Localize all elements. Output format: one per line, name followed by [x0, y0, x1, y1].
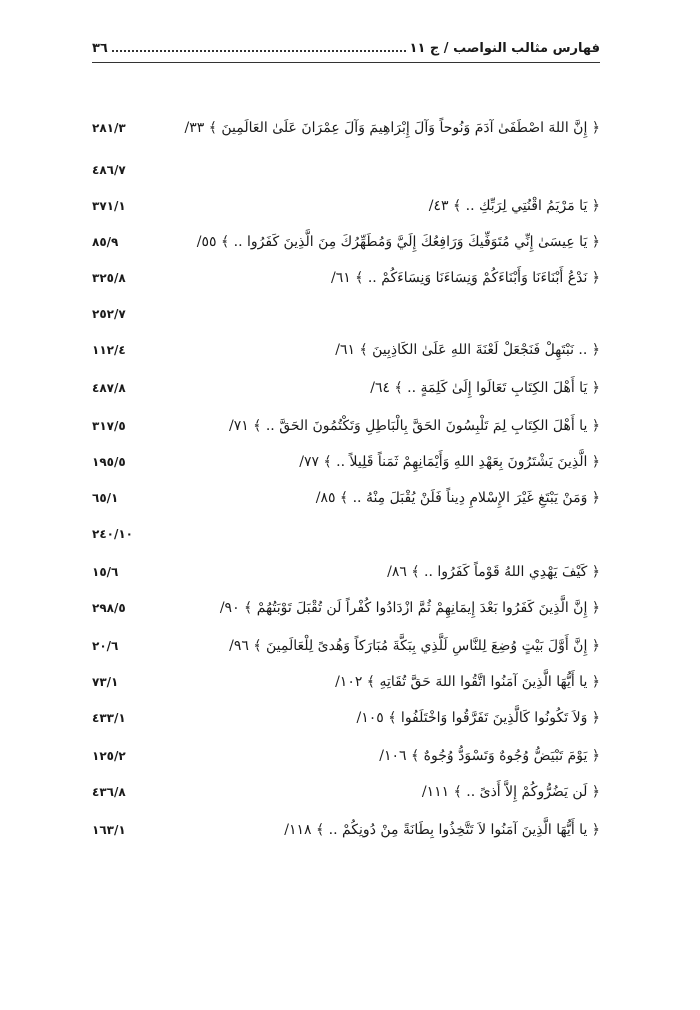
- volume-page-ref: ٨٥/٩: [92, 235, 119, 249]
- index-entry: [92, 519, 600, 549]
- index-entry: [92, 113, 600, 143]
- verse-text: ﴿ كَيْفَ يَهْدِي اللهُ قَوْماً كَفَرُوا .. ﴾ ٨٦/: [387, 564, 600, 580]
- index-entry: [92, 411, 600, 441]
- verse-text: ﴿ لَن يَضُرُّوكُمْ إِلاَّ أَذىً .. ﴾ ١١١/: [421, 784, 600, 800]
- index-entry: [92, 703, 600, 733]
- volume-page-ref: ٢٠/٦: [92, 639, 119, 653]
- index-entry: [92, 815, 600, 845]
- verse-text: ﴿ يا أَهْلَ الكِتَابِ لِمَ تَلْبِسُونَ الحَقَّ بِالْبَاطِلِ وَتَكْتُمُونَ الحَقَّ .. ﴾ ٧١/: [228, 418, 600, 434]
- volume-page-ref: ٣١٧/٥: [92, 419, 126, 433]
- index-entry: [92, 335, 600, 365]
- index-entry: [92, 631, 600, 661]
- volume-page-ref: ٤٣٣/١: [92, 711, 126, 725]
- verse-text: ﴿ يَا عِيسَىٰ إِنِّي مُتَوَفِّيكَ وَرَافِعُكَ إِلَيَّ وَمُطَهِّرُكَ مِنَ الَّذِينَ كَفَرُوا .. ﴾ ٥٥/: [196, 234, 600, 250]
- volume-page-ref: ٣٧١/١: [92, 199, 126, 213]
- header-title: فهارس مثالب النواصب / ج ١١: [409, 41, 600, 56]
- index-entry: [92, 593, 600, 623]
- verse-text: ﴿ يَوْمَ تَبْيَضُّ وُجُوهٌ وَتَسْوَدُّ وُجُوهٌ ﴾ ١٠٦/: [379, 748, 600, 764]
- verse-text: ﴿ إِنَّ اللهَ اصْطَفَىٰ آدَمَ وَنُوحاً وَآلَ إِبْرَاهِيمَ وَآلَ عِمْرَانَ عَلَىٰ العَالَمِينَ ﴾ ٣٣/: [184, 120, 600, 136]
- verse-text: ﴿ يَا مَرْيَمُ اقْنُتِي لِرَبِّكِ .. ﴾ ٤٣/: [428, 198, 600, 214]
- index-entry: [92, 299, 600, 329]
- running-header: [92, 34, 600, 56]
- page-number: ٣٦: [92, 41, 108, 56]
- index-entry: [92, 191, 600, 221]
- volume-page-ref: ٢٩٨/٥: [92, 601, 126, 615]
- verse-text: ﴿ الَّذِينَ يَشْتَرُونَ بِعَهْدِ اللهِ وَأَيْمَانِهِمْ ثَمَناً قَلِيلاً .. ﴾ ٧٧/: [299, 454, 600, 470]
- volume-page-ref: ١١٢/٤: [92, 343, 126, 357]
- index-entry: [92, 373, 600, 403]
- verse-text: ﴿ إِنَّ أَوَّلَ بَيْتٍ وُضِعَ لِلنَّاسِ لَلَّذِي بِبَكَّةَ مُبَارَكاً وَهُدىً لِلْعَالَمِينَ ﴾ ٩٦/: [229, 638, 600, 654]
- verse-text: ﴿ إِنَّ الَّذِينَ كَفَرُوا بَعْدَ إِيمَانِهِمْ ثُمَّ ازْدَادُوا كُفْراً لَن تُقْبَلَ تَوْبَتُهُمْ ﴾ ٩٠/: [219, 600, 600, 616]
- leader-dots: [112, 50, 406, 52]
- verse-text: ﴿ يا أَيُّهَا الَّذِينَ آمَنُوا لاَ تَتَّخِذُوا بِطَانَةً مِنْ دُونِكُمْ .. ﴾ ١١٨/: [284, 822, 600, 838]
- volume-page-ref: ٧٣/١: [92, 675, 119, 689]
- index-entry: [92, 557, 600, 587]
- volume-page-ref: ٤٨٦/٧: [92, 163, 126, 177]
- volume-page-ref: ٣٢٥/٨: [92, 271, 126, 285]
- volume-page-ref: ٢٤٠/١٠: [92, 527, 134, 541]
- index-entry: [92, 741, 600, 771]
- index-entry: [92, 227, 600, 257]
- volume-page-ref: ٤٣٦/٨: [92, 785, 126, 799]
- volume-page-ref: ١٥/٦: [92, 565, 119, 579]
- index-entry: [92, 667, 600, 697]
- index-entry: [92, 155, 600, 185]
- volume-page-ref: ٢٥٢/٧: [92, 307, 126, 321]
- volume-page-ref: ١٦٣/١: [92, 823, 126, 837]
- volume-page-ref: ٢٨١/٣: [92, 121, 126, 135]
- volume-page-ref: ١٩٥/٥: [92, 455, 126, 469]
- volume-page-ref: ٦٥/١: [92, 491, 119, 505]
- verse-text: ﴿ وَلاَ تَكُونُوا كَالَّذِينَ تَفَرَّقُوا وَاخْتَلَفُوا ﴾ ١٠٥/: [356, 710, 600, 726]
- verse-text: ﴿ .. نَبْتَهِلْ فَنَجْعَلْ لَعْنَةَ اللهِ عَلَىٰ الكَاذِبِينَ ﴾ ٦١/: [335, 342, 600, 358]
- verse-text: ﴿ يا أَيُّهَا الَّذِينَ آمَنُوا اتَّقُوا اللهَ حَقَّ تُقَاتِهِ ﴾ ١٠٢/: [335, 674, 600, 690]
- index-entry: [92, 447, 600, 477]
- volume-page-ref: ١٢٥/٢: [92, 749, 126, 763]
- header-rule: [92, 62, 600, 63]
- verse-text: ﴿ يَا أَهْلَ الكِتَابِ تَعَالَوا إِلَىٰ كَلِمَةٍ .. ﴾ ٦٤/: [370, 380, 600, 396]
- verse-text: ﴿ وَمَنْ يَبْتَغِ غَيْرَ الإِسْلامِ دِيناً فَلَنْ يُقْبَلَ مِنْهُ .. ﴾ ٨٥/: [315, 490, 600, 506]
- verse-text: ﴿ نَدْعُ أَبْنَاءَنَا وَأَبْنَاءَكُمْ وَنِسَاءَنَا وَنِسَاءَكُمْ .. ﴾ ٦١/: [330, 270, 600, 286]
- index-entry: [92, 263, 600, 293]
- index-entry: [92, 483, 600, 513]
- index-entry: [92, 777, 600, 807]
- volume-page-ref: ٤٨٧/٨: [92, 381, 126, 395]
